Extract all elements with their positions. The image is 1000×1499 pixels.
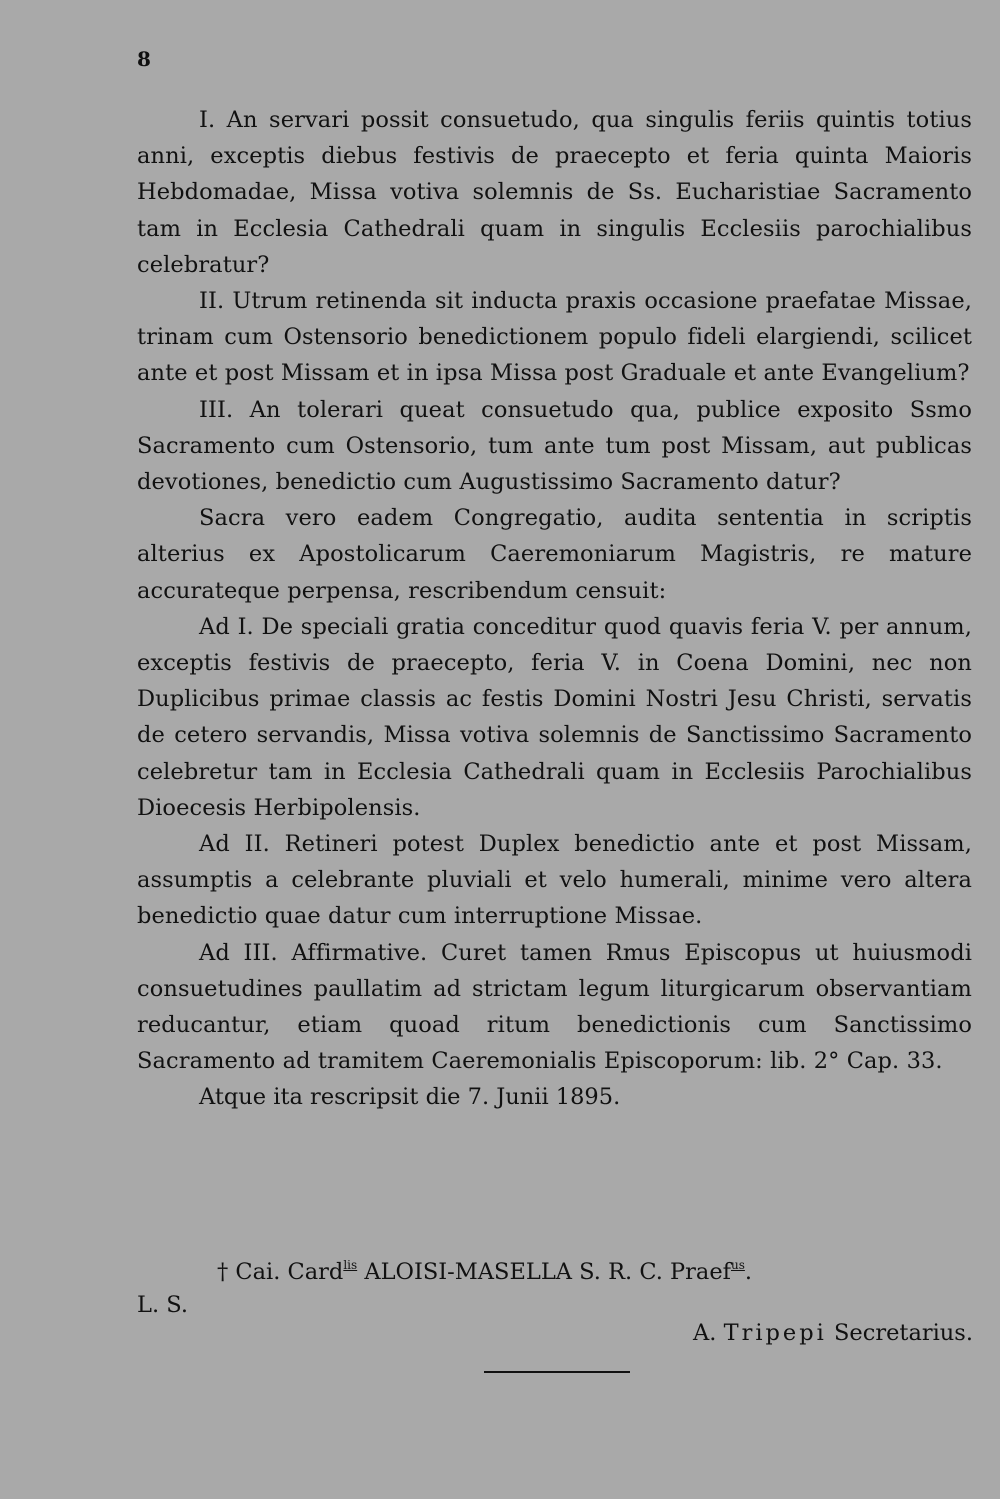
cardinal-signature (217, 1258, 752, 1285)
paragraph-question-1: I. An servari possit consuetudo, qua singulis feriis quintis totius anni, exceptis diebus festivis de praecepto et feria quinta Maioris Hebdomadae, Missa votiva solemnis de Ss. Eucharistiae Sacramento tam in Ecclesia Cathedrali quam in singulis Ecclesiis parochialibus celebratur? (137, 107, 972, 278)
signature-name-middle: ALOISI-MASELLA S. R. C. Praef (357, 1259, 731, 1285)
closing-rule (484, 1371, 630, 1373)
paragraph-question-2: II. Utrum retinenda sit inducta praxis occasione praefatae Missae, trinam cum Ostensorio benedictionem populo fideli elargiendi, scilicet ante et post Missam et in ipsa Missa post Graduale et ante Evangelium? (137, 288, 972, 387)
seal-mark: L. S. (137, 1292, 189, 1318)
paragraph-question-3: III. An tolerari queat consuetudo qua, publice exposito Ssmo Sacramento cum Ostensorio, tum ante tum post Missam, aut publicas devotiones, benedictio cum Augustissimo Sacramento datur? (137, 396, 972, 496)
signature-superscript-2: us (731, 1258, 745, 1272)
paragraph-answer-1: Ad I. De speciali gratia conceditur quod quavis feria V. per annum, exceptis festivis de praecepto, feria V. in Coena Domini, nec non Duplicibus primae classis ac festis Domini Nostri Jesu Christi, servatis de cetero servandis, Missa votiva solemnis de Sanctissimo Sacramento celebretur tam in Ecclesia Cathedrali quam in Ecclesiis Parochialibus Dioecesis Herbipolensis. (137, 613, 972, 821)
signature-superscript: lis (343, 1258, 358, 1272)
page-number: 8 (137, 47, 151, 71)
signature-name-start: Cai. Card (235, 1259, 344, 1285)
secretary-title: Secretarius. (834, 1320, 973, 1346)
secretary-name: Tripepi (723, 1320, 827, 1346)
paragraph-answer-2: Ad II. Retineri potest Duplex benedictio ante et post Missam, assumptis a celebrante pluviali et velo humerali, minime vero altera benedictio quae datur cum interruptione Missae. (137, 831, 972, 930)
paragraph-answer-3: Ad III. Affirmative. Curet tamen Rmus Episcopus ut huiusmodi consuetudines paullatim ad strictam legum liturgicarum observantiam reducantur, etiam quoad ritum benedictionis cum Sanctissimo Sacramento ad tramitem Caeremonialis Episcoporum: lib. 2° Cap. 33. (137, 939, 972, 1075)
cross-symbol: † (217, 1259, 229, 1285)
text-body (137, 102, 972, 1116)
secretary-signature (693, 1320, 973, 1346)
paragraph-congregation: Sacra vero eadem Congregatio, audita sententia in scriptis alterius ex Apostolicarum Caeremoniarum Magistris, re mature accurateque perpensa, rescribendum censuit: (137, 505, 972, 604)
date-line: Atque ita rescripsit die 7. Junii 1895. (199, 1084, 621, 1111)
secretary-initial: A. (693, 1320, 717, 1346)
signature-name-end: . (744, 1259, 753, 1285)
